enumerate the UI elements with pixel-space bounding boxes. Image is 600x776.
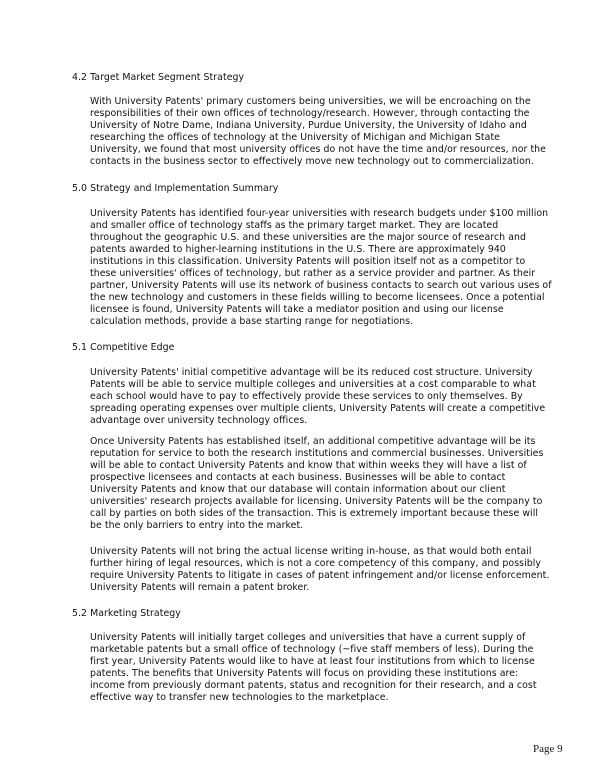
page-number: Page 9 <box>533 743 563 755</box>
section-heading-5-0: 5.0 Strategy and Implementation Summary <box>72 183 279 194</box>
section-heading-5-1: 5.1 Competitive Edge <box>72 342 175 353</box>
section-5-1-paragraph-2: Once University Patents has established itself, an additional competitive advantage will be its reputation for service to both the research institutions and commercial businesses. Universities will be able to contact University Patents and know that within weeks they will have a list of prospective licensees and contacts at each business. Businesses will be able to contact University Patents and know that our database will contain information about our client universities' research projects available for licensing. University Patents will be the company to call by parties on both sides of the transaction. This is extremely important because these will be the only barriers to entry into the market. <box>90 436 544 531</box>
section-4-2-paragraph-1: With University Patents' primary customers being universities, we will be encroaching on the responsibilities of their own offices of technology/research. However, through contacting the University of Notre Dame, Indiana University, Purdue University, the University of Idaho and researching the offices of technology at the University of Michigan and Michigan State University, we found that most university offices do not have the time and/or resources, nor the contacts in the business sector to effectively move new technology out to commercialization. <box>90 96 546 167</box>
section-5-1-paragraph-3: University Patents will not bring the actual license writing in-house, as that would both entail further hiring of legal resources, which is not a core competency of this company, and possibly require University Patents to litigate in cases of patent infringement and/or license enforcement. University Patents will remain a patent broker. <box>90 546 550 593</box>
section-5-2-paragraph-1: University Patents will initially target colleges and universities that have a current supply of marketable patents but a small office of technology (~five staff members of less). During the first year, University Patents would like to have at least four institutions from which to license patents. The benefits that University Patents will focus on providing these institutions are: income from previously dormant patents, status and recognition for their research, and a cost effective way to transfer new technologies to the marketplace. <box>90 632 537 703</box>
section-heading-5-2: 5.2 Marketing Strategy <box>72 608 181 619</box>
section-5-1-paragraph-1: University Patents' initial competitive advantage will be its reduced cost structure. University Patents will be able to service multiple colleges and universities at a cost comparable to what each school would have to pay to effectively provide these services to only themselves. By spreading operating expenses over multiple clients, University Patents will create a competitive advantage over university technology offices. <box>90 367 546 426</box>
section-heading-4-2: 4.2 Target Market Segment Strategy <box>72 72 245 83</box>
section-5-0-paragraph-1: University Patents has identified four-year universities with research budgets under $100 million and smaller office of technology staffs as the primary target market. They are located throughout the geographic U.S. and these universities are the major source of research and patents awarded to higher-learning institutions in the U.S. There are approximately 940 institutions in this classification. University Patents will position itself not as a competitor to these universities' offices of technology, but rather as a service provider and partner. As their partner, University Patents will use its network of business contacts to search out various uses of the new technology and customers in these fields willing to become licensees. Once a potential licensee is found, University Patents will take a mediator position and using our license calculation methods, provide a base starting range for negotiations. <box>90 208 552 327</box>
